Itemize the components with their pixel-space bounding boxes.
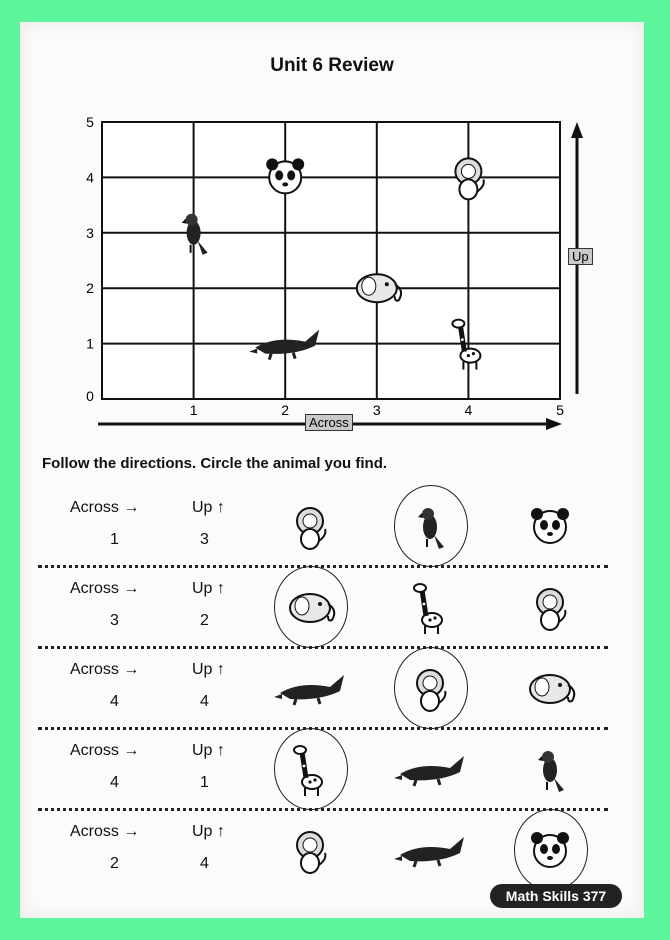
across-label: Across → bbox=[70, 661, 140, 678]
grid-frame bbox=[102, 122, 560, 399]
across-value: 3 bbox=[110, 612, 119, 629]
up-label: Up ↑ bbox=[192, 580, 225, 597]
x-tick-label: 3 bbox=[372, 402, 381, 418]
x-tick-label: 2 bbox=[281, 402, 290, 418]
across-value: 4 bbox=[110, 693, 119, 710]
direction-row bbox=[20, 811, 644, 891]
lion-choice-icon[interactable] bbox=[270, 492, 350, 562]
answer-circle bbox=[514, 809, 588, 891]
page-title: Unit 6 Review bbox=[270, 55, 394, 76]
worksheet-page bbox=[20, 22, 644, 918]
y-tick-label: 2 bbox=[86, 280, 94, 297]
x-tick-label: 5 bbox=[556, 402, 564, 418]
parrot-choice-icon[interactable] bbox=[510, 735, 590, 805]
across-value: 2 bbox=[110, 855, 119, 872]
giraffe-choice-icon[interactable] bbox=[390, 573, 470, 643]
direction-row bbox=[20, 649, 644, 729]
up-label: Up ↑ bbox=[192, 742, 225, 759]
y-tick-label: 4 bbox=[86, 169, 94, 186]
up-value: 2 bbox=[200, 612, 209, 629]
direction-row bbox=[20, 568, 644, 648]
coordinate-grid bbox=[20, 22, 644, 452]
x-axis-label: Across bbox=[305, 414, 353, 431]
across-value: 4 bbox=[110, 774, 119, 791]
direction-row bbox=[20, 730, 644, 810]
up-label: Up ↑ bbox=[192, 499, 225, 516]
up-value: 4 bbox=[200, 855, 209, 872]
instructions: Follow the directions. Circle the animal you find. bbox=[42, 455, 388, 472]
alligator-choice-icon[interactable] bbox=[270, 654, 350, 724]
across-label: Across → bbox=[70, 742, 140, 759]
alligator-choice-icon[interactable] bbox=[390, 816, 470, 886]
panda-choice-icon[interactable] bbox=[510, 492, 590, 562]
up-value: 1 bbox=[200, 774, 209, 791]
across-label: Across → bbox=[70, 580, 140, 597]
across-arrow-head bbox=[546, 418, 562, 430]
y-tick-label: 3 bbox=[86, 224, 94, 241]
lion-choice-icon[interactable] bbox=[270, 816, 350, 886]
across-value: 1 bbox=[110, 531, 119, 548]
up-label: Up ↑ bbox=[192, 661, 225, 678]
lion-choice-icon[interactable] bbox=[510, 573, 590, 643]
y-axis-label: Up bbox=[568, 248, 593, 265]
y-tick-label: 1 bbox=[86, 335, 94, 352]
across-label: Across → bbox=[70, 823, 140, 840]
answer-circle bbox=[274, 728, 348, 810]
up-arrow-head bbox=[571, 122, 583, 138]
up-value: 3 bbox=[200, 531, 209, 548]
up-value: 4 bbox=[200, 693, 209, 710]
y-tick-label: 5 bbox=[86, 114, 94, 130]
answer-circle bbox=[394, 485, 468, 567]
footer-badge: Math Skills 377 bbox=[490, 884, 622, 908]
up-label: Up ↑ bbox=[192, 823, 225, 840]
x-tick-label: 0 bbox=[86, 388, 94, 404]
answer-circle bbox=[274, 566, 348, 648]
direction-row bbox=[20, 487, 644, 567]
x-tick-label: 1 bbox=[189, 402, 198, 418]
across-label: Across → bbox=[70, 499, 140, 516]
alligator-choice-icon[interactable] bbox=[390, 735, 470, 805]
x-tick-label: 4 bbox=[464, 402, 473, 418]
elephant-choice-icon[interactable] bbox=[510, 654, 590, 724]
answer-circle bbox=[394, 647, 468, 729]
